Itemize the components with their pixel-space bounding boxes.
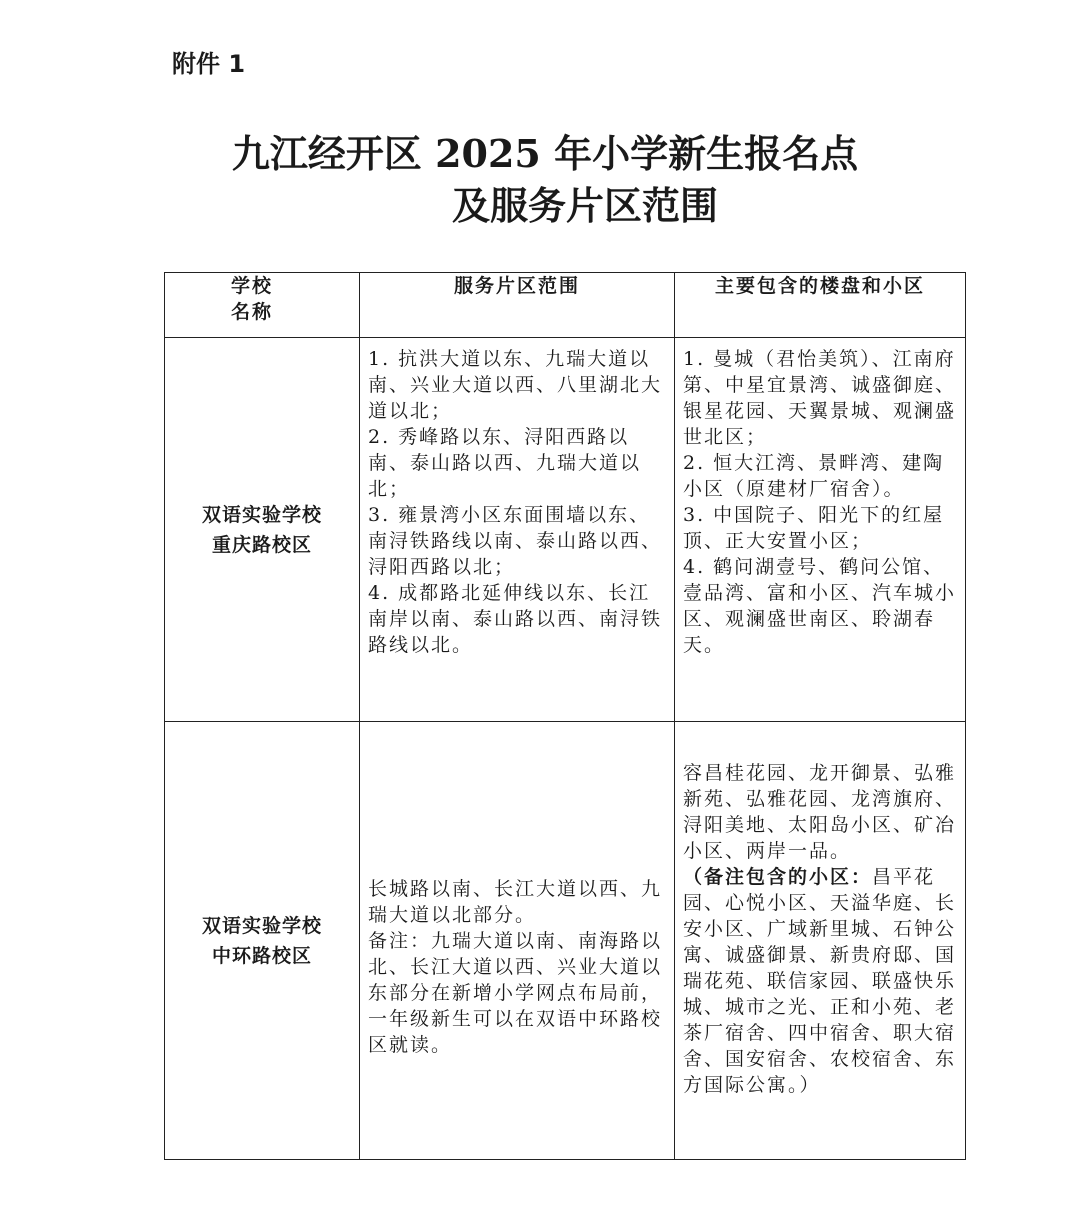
- range-item: 2. 秀峰路以东、浔阳西路以南、泰山路以西、九瑞大道以北；: [368, 426, 642, 500]
- header-estates: 主要包含的楼盘和小区: [675, 273, 966, 338]
- estate-item: 4. 鹤问湖壹号、鹤问公馆、壹品湾、富和小区、汽车城小区、观澜盛世南区、聆湖春天。: [683, 556, 957, 656]
- table-row: [165, 338, 966, 722]
- header-school-line-2: 名称: [230, 301, 273, 323]
- range-item: 3. 雍景湾小区东面围墙以东、南浔铁路线以南、泰山路以西、浔阳西路以北；: [368, 504, 663, 578]
- school-name-line-2: 重庆路校区: [211, 533, 312, 556]
- service-range-cell: [360, 338, 675, 722]
- estate-item: 2. 恒大江湾、景畔湾、建陶小区（原建材厂宿舍）。: [683, 452, 945, 500]
- range-item: 4. 成都路北延伸线以东、长江南岸以南、泰山路以西、南浔铁路线以北。: [368, 582, 663, 656]
- range-item: 1. 抗洪大道以东、九瑞大道以南、兴业大道以西、八里湖北大道以北；: [368, 348, 663, 422]
- service-range-cell: [360, 722, 675, 1160]
- header-school-line-1: 学校: [230, 275, 273, 297]
- range-main: 长城路以南、长江大道以西、九瑞大道以北部分。: [368, 877, 663, 926]
- attachment-label: 附件 1: [172, 50, 246, 78]
- school-name-cell: [165, 722, 360, 1160]
- estates-main: 容昌桂花园、龙开御景、弘雅新苑、弘雅花园、龙湾旗府、浔阳美地、太阳岛小区、矿冶小区、两岸一品。: [683, 762, 957, 862]
- school-name-line-1: 双语实验学校: [201, 503, 322, 526]
- enrollment-table: [164, 272, 966, 1160]
- estates-cell: [675, 722, 966, 1160]
- header-service-range: 服务片区范围: [360, 273, 675, 338]
- table-row: [165, 722, 966, 1160]
- header-school-name: [165, 273, 360, 338]
- title-line-1: 九江经开区 2025 年小学新生报名点: [231, 131, 859, 176]
- estates-note: [683, 864, 959, 1098]
- estates-cell: [675, 338, 966, 722]
- document-title: [0, 128, 1080, 232]
- estates-note-label: （备注包含的小区：: [683, 866, 873, 888]
- estate-item: 1. 曼城（君怡美筑）、江南府第、中星宜景湾、诚盛御庭、银星花园、天翼景城、观澜盛世北区；: [683, 348, 957, 448]
- range-note: 备注：九瑞大道以南、南海路以北、长江大道以西、兴业大道以东部分在新增小学网点布局前，一年级新生可以在双语中环路校区就读。: [368, 929, 663, 1056]
- school-name-cell: [165, 338, 360, 722]
- school-name-line-1: 双语实验学校: [201, 914, 322, 937]
- estate-item: 3. 中国院子、阳光下的红屋顶、正大安置小区；: [683, 504, 945, 552]
- school-name-line-2: 中环路校区: [211, 944, 312, 967]
- estates-note-text: 昌平花园、心悦小区、天溢华庭、长安小区、广域新里城、石钟公寓、诚盛御景、新贵府邸、国瑞花苑、联信家园、联盛快乐城、城市之光、正和小苑、老茶厂宿舍、四中宿舍、职大宿舍、国安宿舍、农校宿舍、东方国际公寓。）: [683, 866, 957, 1096]
- table-header-row: [165, 273, 966, 338]
- title-line-2: 及服务片区范围: [451, 183, 718, 228]
